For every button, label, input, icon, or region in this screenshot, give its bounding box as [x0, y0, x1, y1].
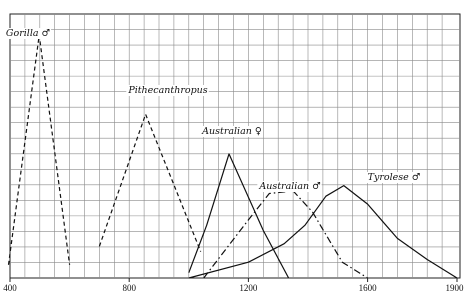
x-tick-label: 800 — [122, 283, 136, 293]
x-tick-label: 1900 — [445, 283, 464, 293]
x-tick-label: 1600 — [358, 283, 377, 293]
series-label-4: Australian ♂ — [259, 181, 321, 192]
series-label-5: Tyrolese ♂ — [367, 172, 421, 183]
series-label-3: Australian ♀ — [202, 126, 262, 137]
series-line-4 — [204, 191, 368, 278]
series-label-2: Pithecanthropus — [128, 85, 208, 96]
tick-layer — [3, 278, 464, 293]
series-layer — [9, 35, 458, 278]
grid — [10, 14, 460, 278]
series-label-1: Gorilla ♂ — [5, 28, 51, 39]
plot-frame — [10, 14, 460, 278]
x-tick-label: 400 — [3, 283, 17, 293]
series-line-1 — [9, 35, 70, 265]
x-tick-label: 1200 — [239, 283, 258, 293]
label-layer — [5, 28, 421, 192]
